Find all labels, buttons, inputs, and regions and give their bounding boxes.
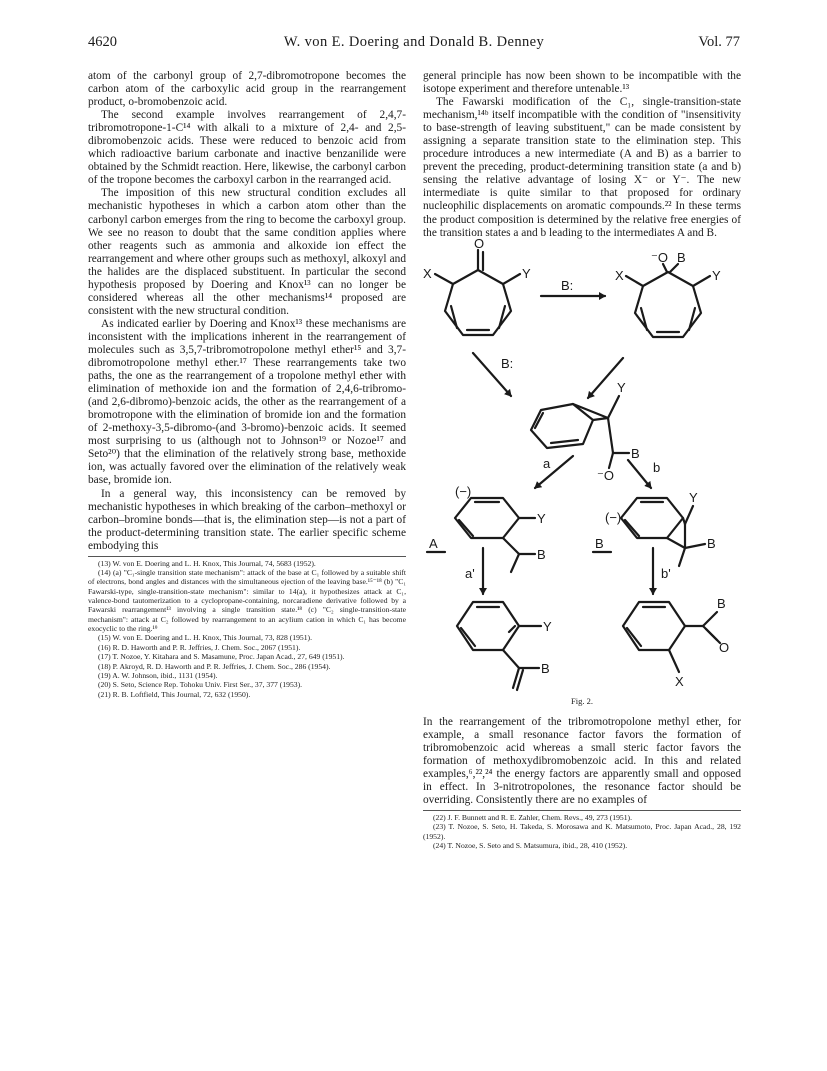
pathway-label: b [653, 459, 661, 475]
atom-label: X [675, 673, 684, 689]
footnote-divider [423, 810, 741, 811]
footnotes [423, 813, 741, 850]
charge-label: (−) [455, 483, 472, 499]
footnote-divider [88, 556, 406, 557]
reagent-label: B: [561, 277, 574, 293]
tropone-structure [423, 236, 531, 335]
footnote: (16) R. D. Haworth and P. R. Jeffries, J. Chem. Soc., 2067 (1951). [98, 642, 301, 652]
atom-label: X [615, 267, 624, 283]
footnotes [88, 559, 406, 699]
reaction-scheme-figure [423, 235, 741, 693]
footnote: (21) R. B. Loftfield, This Journal, 72, 632 (1950). [98, 689, 251, 699]
pathway-arrow-b [628, 460, 651, 488]
atom-label: B [707, 535, 716, 551]
paragraph: In a general way, this inconsistency can be removed by mechanistic hypotheses in which breaking of the carbon–methoxyl or carbon–bromine bonds—that is, the elimination step—is not a part of the product-determining transition state. The earlier specific scheme embodying this [88, 487, 406, 552]
atom-label: B [717, 595, 726, 611]
page-number: 4620 [88, 34, 117, 50]
atom-label: Y [543, 618, 552, 634]
atom-label: B [541, 660, 550, 676]
reaction-scheme [423, 235, 741, 693]
pathway-label: a [543, 455, 551, 471]
atom-label: Y [537, 510, 546, 526]
atom-label: Y [712, 267, 721, 283]
pathway-label: a' [465, 565, 475, 581]
footnote: (22) J. F. Bunnett and R. E. Zahler, Chem. Revs., 49, 273 (1951). [433, 812, 632, 822]
pathway-label: b' [661, 565, 671, 581]
footnote: (24) T. Nozoe, S. Seto and S. Matsumura, ibid., 28, 410 (1952). [433, 841, 628, 851]
intermediate-b-structure [593, 490, 716, 566]
paragraph: The imposition of this new structural condition excludes all mechanistic hypotheses in which a carbon atom other than the carbonyl carbon emerges from the ring to become the carboxyl group. We see no reason to doubt that the same condition applies where other reagents such as ammonia and alkoxide ion effect the rearrangement and where other groups such as methoxyl, alkoxyl and the halides are the displaced substituent. In particular the second hypothesis proposed by Doering and Knox¹³ can no longer be considered whereas all the other mechanisms¹⁴ proposed are consistent with the new structural condition. [88, 187, 406, 317]
pathway-arrow-a [535, 456, 573, 488]
atom-label: X [423, 265, 432, 281]
product-right-structure [623, 596, 729, 689]
footnote: (13) W. von E. Doering and L. H. Knox, This Journal, 74, 5683 (1952). [98, 558, 316, 568]
atom-label: B [537, 546, 546, 562]
footnote: (20) S. Seto, Science Rep. Tohoku Univ. First Ser., 37, 377 (1953). [98, 680, 303, 690]
atom-label: O [719, 639, 730, 655]
right-column [423, 70, 741, 850]
intermediate-a-structure [427, 484, 546, 572]
atom-label: Y [617, 379, 626, 395]
paragraph: atom of the carbonyl group of 2,7-dibromotropone becomes the carbon atom of the carboxylic acid group in the rearrangement product, o-bromobenzoic acid. [88, 70, 406, 109]
left-column [88, 70, 406, 699]
volume-label: Vol. 77 [698, 34, 740, 50]
paragraph: general principle has now been shown to be incompatible with the isotope experiment and therefore untenable.¹³ [423, 70, 741, 96]
paragraph: As indicated earlier by Doering and Knox¹³ these mechanisms are inconsistent with the implications inherent in the rearrangement of molecules such as 3,5,7-tribromotropolone methyl ether¹⁵ and 3,7-dibromotropolone methyl ether.¹⁷ These rearrangements take two paths, the one as the rearrangement of a tropolone methyl ether with elimination of methoxide ion and the formation of 2,4,6-tribromo-(and 2,6-dibromo)-benzoic acids, the other as the rearrangement of a bromotropone with the elimination of bromide ion and the formation of 2-methoxy-3,5-dibromo-(and 3-bromo)-benzoic acids. It seemed most surprising to us (although not to Johnson¹⁹ or Nozoe¹⁷ and Seto²⁰) that the elimination of the relatively strong base, methoxide ion, was actually favored over the elimination of the relatively weak base, bromide ion. [88, 317, 406, 487]
atom-label: O [474, 235, 485, 251]
atom-label: B [677, 249, 686, 265]
running-header [88, 34, 740, 54]
footnote: (23) T. Nozoe, S. Seto, H. Takeda, S. Morosawa and K. Matsumoto, Proc. Japan Acad., 28, 192 (1952). [423, 822, 741, 841]
footnote: (19) A. W. Johnson, ibid., 1131 (1954). [98, 670, 218, 680]
paragraph: In the rearrangement of the tribromotropolone methyl ether, for example, a small resonance factor favors the formation of tribromobenzoic acid whereas a small steric factor favors the formation of methoxydibromobenzoic acid. In this and related examples,⁶,²²,²⁴ the energy factors are apparently small and opposed in effect. In 3-nitrotropolones, the resonance factor should be overriding. Consistently there are no examples of [423, 715, 741, 806]
intermediate-label: B [595, 535, 604, 551]
paragraph: The Fawarski modification of the C₁, single-transition-state mechanism,¹⁴ᵇ itself incompatible with the condition of "insensitivity to base-strength of leaving substituent," can be made consistent by assigning a separate transition state to the elimination step. This procedure introduces a new intermediate (A and B) as a barrier to prevent the preceding, product-determining transition state (a and b) sensing the relative advantage of losing X⁻ or Y⁻. The new intermediate is quite similar to that proposed for ordinary nucleophilic displacements on aromatic compounds.²² In these terms the product composition is determined by the relative free energies of the transition states a and b leading to the intermediates A and B. [423, 96, 741, 239]
product-left-structure [457, 602, 552, 690]
adduct-structure [615, 250, 721, 337]
footnote: (14) (a) "C₁-single transition state mechanism": attack of the base at C₁ followed by a suitable shift of electrons, bond angles and distances with the simultaneous ejection of the leaving base.¹⁵⁻¹⁸ (b) "C₁ Fawarski-type, single-transition-state mechanism": similar to 14(a), it hypothesizes attack at C₁, valence-bond tautomerization to a cyclopropane-containing, norcaradiene derivative followed by a Fawarski rearrangement¹³ involving a single transition state.¹⁸ (c) "C₂ single-transition-state mechanism": attack at C₂ followed by rearrangement to an acylium cation in which C₁ has become exocyclic to the ring.¹⁹ [88, 568, 406, 634]
running-title: W. von E. Doering and Donald B. Denney [283, 34, 545, 50]
atom-label: Y [522, 265, 531, 281]
charge-label: (−) [605, 509, 622, 525]
figure-caption: Fig. 2. [571, 695, 593, 706]
footnote: (18) P. Akroyd, R. D. Haworth and P. R. Jeffries, J. Chem. Soc., 286 (1954). [98, 661, 331, 671]
atom-label: Y [689, 489, 698, 505]
footnote: (17) T. Nozoe, Y. Kitahara and S. Masamune, Proc. Japan Acad., 27, 649 (1951). [98, 652, 345, 662]
intermediate-label: A [429, 535, 438, 551]
atom-label: ⁻O [597, 467, 614, 483]
reagent-label: B: [501, 355, 514, 371]
paragraph: The second example involves rearrangement of 2,4,7-tribromotropone-1-C¹⁴ with alkali to a mixture of 2,4- and 2,5-dibromobenzoic acids. These were reduced to benzoic acid from which radioactive barium carbonate and inactive benzanilide were obtained by the Schmidt reaction. Here, likewise, the carbonyl carbon of the tropone becomes the carboxyl carbon in the rearranged acid. [88, 109, 406, 187]
footnote: (15) W. von E. Doering and L. H. Knox, This Journal, 73, 828 (1951). [98, 633, 312, 643]
atom-label: B [631, 445, 640, 461]
atom-label: ⁻O [651, 249, 668, 265]
